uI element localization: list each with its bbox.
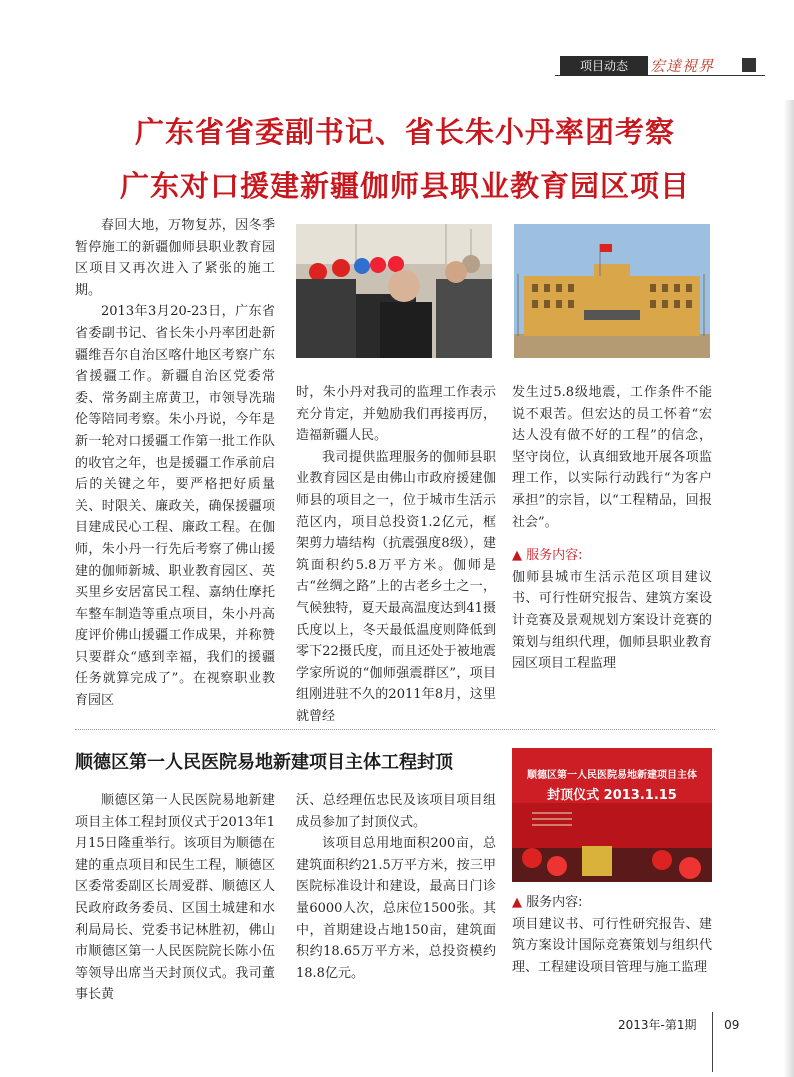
campus-building-photo	[514, 224, 710, 358]
topping-out-ceremony-photo	[512, 748, 712, 882]
footer-separator	[712, 1012, 713, 1072]
page-footer	[618, 1016, 739, 1033]
issue-label: 2013年-第1期	[618, 1018, 697, 1032]
paragraph: 2013年3月20-23日，广东省省委副书记、省长朱小丹率团赴新疆维吾尔自治区喀什地区考察广东省援疆工作。新疆自治区党委常委、常务副主席黄卫，市领导冼瑞伦等陪同考察。朱小丹说，今年是新一轮对口援疆工作第一批工作队的收官之年，也是援疆工作承前启后的关键之年，要严格把好质量关、时限关、廉政关，确保援疆项目建成民心工程、廉政工程。在伽师，朱小丹一行先后考察了佛山援建的伽师新城、职业教育园区、英买里乡安居富民工程、嘉纳仕摩托车整车制造等重点项目，朱小丹高度评价佛山援疆工作成果，并称赞只要群众“感到幸福，我们的援疆任务就算完成了”。在视察职业教育园区	[75, 304, 275, 709]
article1-title-line2: 广东对口援建新疆伽师县职业教育园区项目	[119, 169, 690, 203]
ceremony-banner-line2: 封顶仪式 2013.1.15	[547, 788, 677, 803]
service-text: 伽师县城市生活示范区项目建议书、可行性研究报告、建筑方案设计竞赛及景观规划方案设计竞赛的策划与组织代理，伽师县职业教育园区项目工程监理	[512, 569, 712, 672]
article1-title-line1: 广东省省委副书记、省长朱小丹率团考察	[134, 115, 675, 149]
triangle-icon: ▲	[512, 895, 522, 910]
paragraph: 春回大地，万物复苏，因冬季暂停施工的新疆伽师县职业教育园区项目又再次进入了紧张的施工期。	[75, 218, 275, 298]
paragraph: 发生过5.8级地震，工作条件不能说不艰苦。但宏达的员工怀着“宏达人没有做不好的工程”的信念，坚守岗位，认真细致地开展各项监理工作，以实际行动践行“为客户承担”的宗旨，以“工程精品，回报社会”。	[512, 385, 712, 530]
paragraph: 该项目总用地面积200亩，总建筑面积约21.5万平方米，按三甲医院标准设计和建设，最高日门诊量6000人次，总床位1500张。其中，首期建设占地150亩，建筑面积约18.65万平方米，总投资模约18.8亿元。	[296, 836, 496, 981]
paragraph: 顺德区第一人民医院易地新建项目主体工程封顶仪式于2013年1月15日隆重举行。该项目为顺德在建的重点项目和民生工程，顺德区区委常委副区长周爱群、顺德区人民政府政务委员、区国土城建和水利局局长、党委书记林胜初，佛山市顺德区第一人民医院院长陈小伍等领导出席当天封顶仪式。我司董事长黄	[75, 793, 275, 1003]
officials-inspection-photo	[296, 224, 492, 358]
paragraph: 沃、总经理伍忠民及该项目项目组成员参加了封顶仪式。	[296, 793, 496, 830]
paragraph: 我司提供监理服务的伽师县职业教育园区是由佛山市政府援建伽师县的项目之一，位于城市生活示范区内，项目总投资1.2亿元，框架剪力墙结构（抗震强度8级），建筑面积约5.8万平方米。伽师是古“丝绸之路”上的古老乡土之一，气候独特，夏天最高温度达到41摄氏度以上，冬天最低温度则降低到零下22摄氏度，而且还处于被地震学家所说的“伽师强震群区”，项目组刚进驻不久的2011年8月，这里就曾经	[296, 449, 496, 724]
brand-logo: 宏達視界	[650, 57, 715, 75]
article1-column-3	[512, 382, 712, 675]
triangle-icon: ▲	[512, 548, 522, 564]
service-heading	[512, 545, 712, 567]
article1-column-1	[75, 215, 275, 712]
ceremony-banner-line1: 顺德区第一人民医院易地新建项目主体	[527, 770, 697, 781]
paragraph: 时，朱小丹对我司的监理工作表示充分肯定，并勉励我们再接再厉，造福新疆人民。	[296, 385, 496, 444]
article2-column-1	[75, 790, 275, 1006]
brand-square-icon	[742, 58, 756, 72]
article2-title: 顺德区第一人民医院易地新建项目主体工程封顶	[75, 752, 453, 773]
section-tag: 项目动态	[560, 56, 648, 76]
service-text: 项目建议书、可行性研究报告、建筑方案设计国际竞赛策划与组织代理、工程建设项目管理与施工监理	[512, 916, 712, 975]
service-label: 服务内容:	[526, 895, 583, 910]
article2-column-2	[296, 790, 496, 984]
page-number: 09	[724, 1018, 740, 1032]
service-label: 服务内容:	[526, 548, 583, 564]
article2-service	[512, 892, 712, 978]
page-edge-shadow	[784, 100, 794, 1077]
section-divider	[75, 729, 715, 730]
article1-column-2	[296, 382, 496, 728]
service-heading	[512, 892, 712, 914]
